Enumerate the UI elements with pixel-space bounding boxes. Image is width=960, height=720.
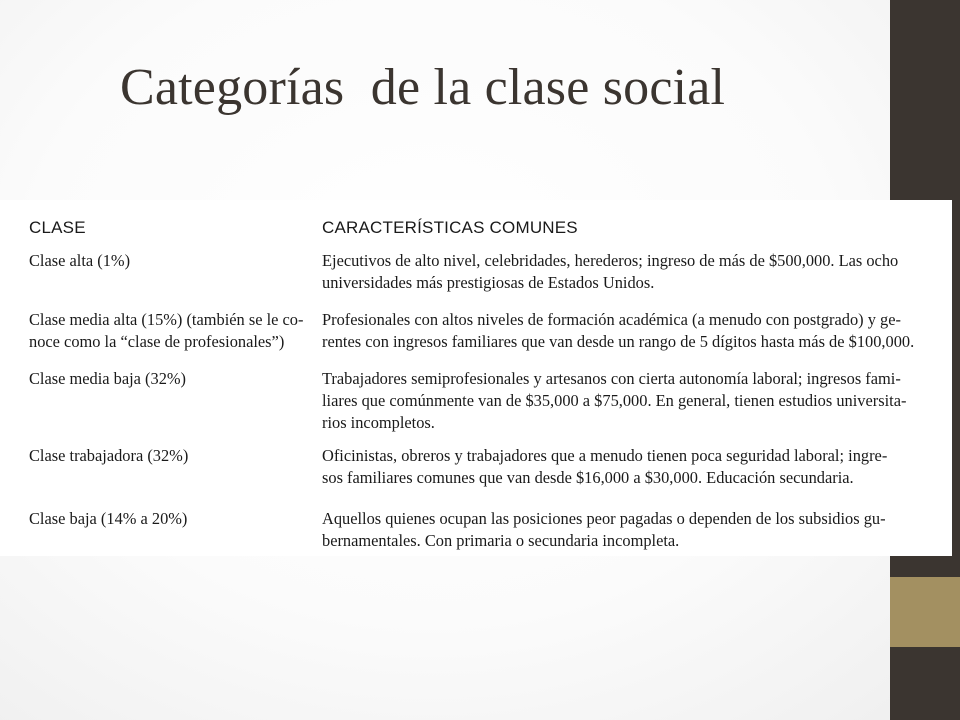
slide-title: Categorías de la clase social	[120, 59, 726, 116]
row-2-clase: Clase media alta (15%) (también se le co- noce como la “clase de profesionales”)	[29, 310, 304, 351]
row-3-caracteristicas: Trabajadores semiprofesionales y artesanos con cierta autonomía laboral; ingresos fami- liares que comúnmente van de $35,000 a $75,000. En general, tienen estudios universita- rios incompletos.	[322, 369, 907, 432]
row-4-caracteristicas: Oficinistas, obreros y trabajadores que a menudo tienen poca seguridad laboral; ingre- sos familiares comunes que van desde $16,000 a $30,000. Educación secundaria.	[322, 446, 888, 487]
class-categories-table	[0, 200, 952, 556]
row-5-caracteristicas: Aquellos quienes ocupan las posiciones peor pagadas o dependen de los subsidios gu- bernamentales. Con primaria o secundaria incompleta.	[322, 509, 886, 550]
row-1-caracteristicas: Ejecutivos de alto nivel, celebridades, herederos; ingreso de más de $500,000. Las ocho universidades más prestigiosas de Estados Unidos.	[322, 251, 899, 292]
row-5-clase: Clase baja (14% a 20%)	[29, 509, 188, 528]
row-1-clase: Clase alta (1%)	[29, 251, 131, 270]
row-3-clase: Clase media baja (32%)	[29, 369, 187, 388]
row-4-clase: Clase trabajadora (32%)	[29, 446, 189, 465]
row-2-caracteristicas: Profesionales con altos niveles de formación académica (a menudo con postgrado) y ge- rentes con ingresos familiares que van desde un rango de 5 dígitos hasta más de $100,000.	[322, 310, 915, 351]
decorative-accent-block	[890, 577, 960, 647]
header-caracteristicas: CARACTERÍSTICAS COMUNES	[322, 218, 578, 237]
header-clase: CLASE	[29, 218, 86, 237]
